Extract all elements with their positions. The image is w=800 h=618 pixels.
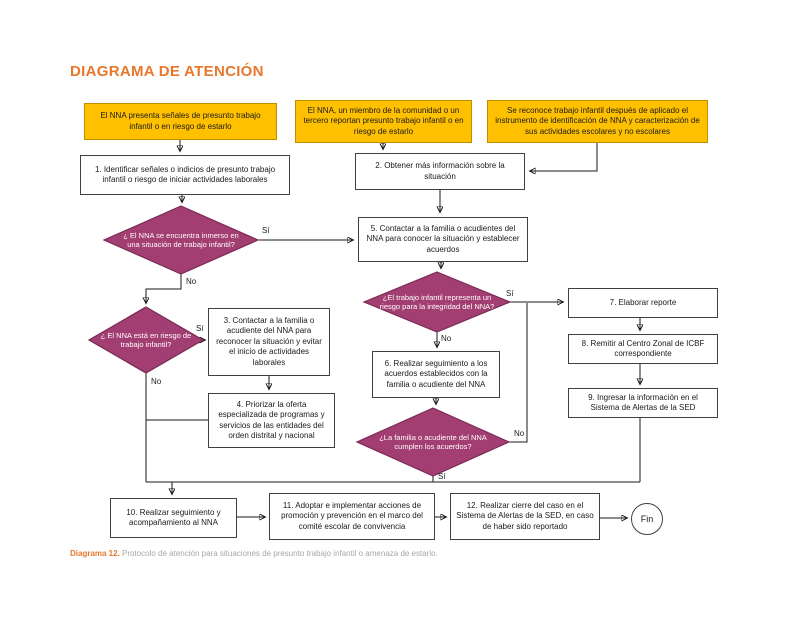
- source-box-3: Se reconoce trabajo infantil después de aplicado el instrumento de identificación de NNA y caracterización de sus actividades escolares y no escolares: [487, 100, 708, 143]
- edge-label-no-2: No: [151, 377, 162, 386]
- edge-label-no-1: No: [186, 277, 197, 286]
- decision-3-text: ¿El trabajo infantil representa un riesgo para la integridad del NNA?: [379, 292, 495, 311]
- source-box-2: El NNA, un miembro de la comunidad o un tercero reportan presunto trabajo infantil o en riesgo de estarlo: [295, 100, 472, 143]
- edge-label-yes-2: Sí: [196, 324, 204, 333]
- step-12-box: 12. Realizar cierre del caso en el Sistema de Alertas de la SED, en caso de haber sido reportado: [450, 493, 600, 540]
- source-box-1: El NNA presenta señales de presunto trabajo infantil o en riesgo de estarlo: [84, 103, 277, 140]
- step-8-box: 8. Remitir al Centro Zonal de ICBF correspondiente: [568, 334, 718, 364]
- step-10-box: 10. Realizar seguimiento y acompañamiento al NNA: [110, 498, 237, 538]
- step-2-box: 2. Obtener más información sobre la situación: [355, 153, 525, 190]
- end-node: Fin: [631, 503, 663, 535]
- step-4-box: 4. Priorizar la oferta especializada de programas y servicios de las entidades del orden distrital y nacional: [208, 393, 335, 448]
- edge-label-yes-4: Sí: [438, 472, 446, 481]
- page-title: DIAGRAMA DE ATENCIÓN: [70, 63, 264, 80]
- step-1-box: 1. Identificar señales o indicios de presunto trabajo infantil o riesgo de iniciar actividades laborales: [80, 155, 290, 195]
- edge-label-yes-1: Sí: [262, 226, 270, 235]
- edge-label-no-3: No: [441, 334, 452, 343]
- decision-4-text: ¿La familia o acudiente del NNA cumplen los acuerdos?: [379, 432, 487, 451]
- decision-2-text: ¿ El NNA está en riesgo de trabajo infantil?: [100, 330, 192, 349]
- step-3-box: 3. Contactar a la familia o acudiente del NNA para reconocer la situación y evitar el inicio de actividades laborales: [208, 308, 330, 376]
- edge-label-no-4: No: [514, 429, 525, 438]
- step-7-box: 7. Elaborar reporte: [568, 288, 718, 318]
- step-5-box: 5. Contactar a la familia o acudientes del NNA para conocer la situación y establecer acuerdos: [358, 217, 528, 262]
- caption-label: Diagrama 12.: [70, 549, 120, 558]
- edge-label-yes-3: Sí: [506, 289, 514, 298]
- step-9-box: 9. Ingresar la información en el Sistema de Alertas de la SED: [568, 388, 718, 418]
- figure-caption: [70, 549, 438, 558]
- step-6-box: 6. Realizar seguimiento a los acuerdos establecidos con la familia o acudiente del NNA: [372, 351, 500, 398]
- decision-1-text: ¿ El NNA se encuentra inmerso en una situación de trabajo infantil?: [123, 230, 239, 249]
- caption-text: Protocolo de atención para situaciones de presunto trabajo infantil o amenaza de estarlo.: [119, 549, 438, 558]
- step-11-box: 11. Adoptar e implementar acciones de promoción y prevención en el marco del comité escolar de convivencia: [269, 493, 435, 540]
